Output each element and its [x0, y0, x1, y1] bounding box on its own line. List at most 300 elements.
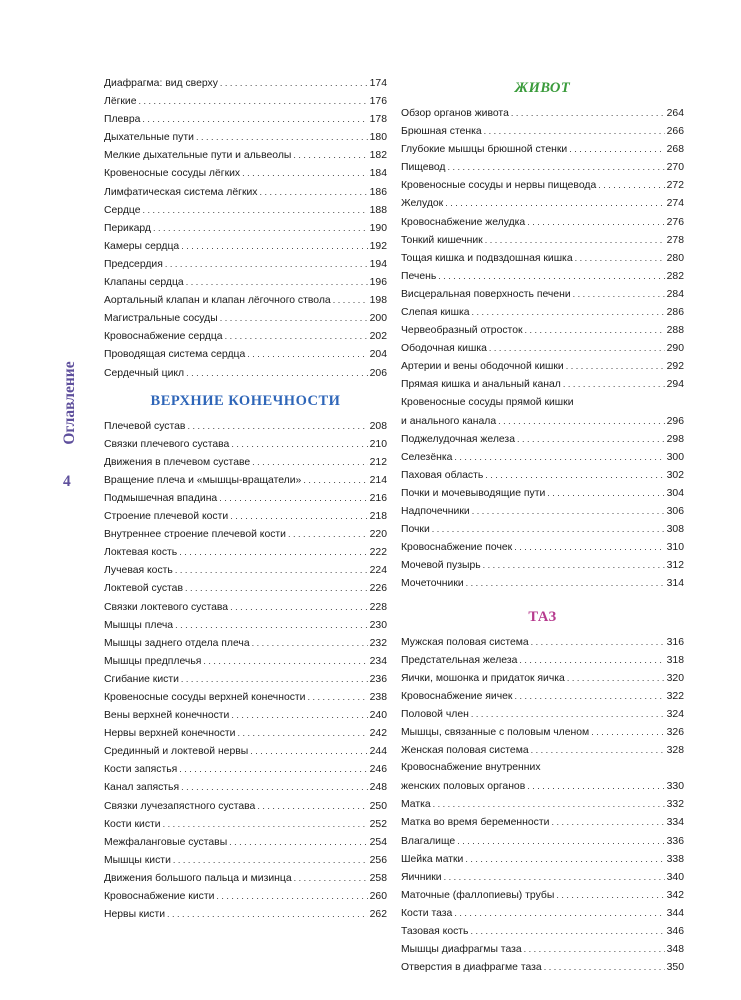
toc-entry: [104, 598, 387, 616]
toc-entry: [104, 237, 387, 255]
toc-entry: [401, 176, 684, 194]
toc-entry-page: 232: [369, 637, 387, 649]
toc-entry-page: 190: [369, 222, 387, 234]
toc-entry: [104, 183, 387, 201]
dot-leader: [527, 777, 664, 795]
toc-entry-title: и анального канала: [401, 415, 497, 427]
toc-entry: [401, 574, 684, 592]
dot-leader: [185, 579, 368, 597]
toc-entry-title: Ободочная кишка: [401, 343, 487, 355]
toc-entry: [401, 375, 684, 393]
toc-entry: [104, 688, 387, 706]
dot-leader: [175, 616, 368, 634]
toc-entry: [401, 556, 684, 574]
toc-entry: [401, 122, 684, 140]
toc-entry-title: Висцеральная поверхность печени: [401, 288, 571, 300]
toc-entry-title: Канал запястья: [104, 782, 180, 794]
dot-leader: [293, 146, 367, 164]
toc-entry-title: Кровоснабжение желудка: [401, 216, 526, 228]
toc-entry-page: 302: [666, 469, 684, 481]
dot-leader: [454, 904, 664, 922]
toc-entry: [104, 543, 387, 561]
toc-entry: [104, 706, 387, 724]
toc-entry: [104, 833, 387, 851]
toc-entry-title: Мочевой пузырь: [401, 560, 481, 572]
dot-leader: [252, 453, 368, 471]
toc-entry: [401, 868, 684, 886]
dot-leader: [457, 832, 664, 850]
toc-entry-title: Нервы верхней конечности: [104, 728, 236, 740]
dot-leader: [471, 705, 665, 723]
dot-leader: [165, 255, 368, 273]
toc-entry-title: Аортальный клапан и клапан лёгочного ствола: [104, 295, 331, 307]
toc-entry-page: 260: [369, 891, 387, 903]
toc-entry-title: Строение плечевой кости: [104, 511, 229, 523]
toc-entry-title: Кровоснабжение кисти: [104, 891, 215, 903]
toc-entry-title: Тазовая кость: [401, 926, 469, 938]
toc-entry-page: 216: [369, 492, 387, 504]
toc-entry: [401, 813, 684, 831]
toc-entry-page: 274: [666, 198, 684, 210]
toc-entry: [104, 489, 387, 507]
dot-leader: [163, 815, 368, 833]
toc-entry-title: Брюшная стенка: [401, 126, 482, 138]
toc-entry-page: 180: [369, 132, 387, 144]
dot-leader: [196, 128, 368, 146]
dot-leader: [514, 538, 664, 556]
toc-entry-title: Сгибание кисти: [104, 673, 179, 685]
dot-leader: [485, 466, 664, 484]
dot-leader: [179, 543, 367, 561]
toc-entry-title: Матка во время беременности: [401, 817, 550, 829]
dot-leader: [519, 651, 664, 669]
toc-entry-page: 212: [369, 456, 387, 468]
dot-leader: [448, 158, 665, 176]
toc-entry-page: 288: [666, 325, 684, 337]
toc-entry-title: Дыхательные пути: [104, 132, 194, 144]
toc-entry: [104, 273, 387, 291]
toc-entry: [401, 502, 684, 520]
dot-leader: [531, 741, 665, 759]
toc-entry-title: Предсердия: [104, 258, 163, 270]
toc-entry-page: 292: [666, 361, 684, 373]
toc-entry-title: Подмышечная впадина: [104, 492, 218, 504]
toc-entry-title: Яичники: [401, 871, 442, 883]
toc-entry-title: Сердечный цикл: [104, 367, 185, 379]
toc-entry-page: 318: [666, 654, 684, 666]
toc-entry-page: 314: [666, 578, 684, 590]
dot-leader: [489, 339, 665, 357]
toc-entry-title: Мышцы кисти: [104, 854, 171, 866]
toc-entry: [401, 213, 684, 231]
toc-entry: [401, 394, 684, 412]
dot-leader: [257, 797, 367, 815]
toc-entry: [104, 887, 387, 905]
dot-leader: [454, 448, 664, 466]
toc-entry: [401, 922, 684, 940]
toc-entry-page: 188: [369, 204, 387, 216]
toc-entry-title: Яички, мошонка и придаток яичка: [401, 672, 565, 684]
toc-entry: [401, 687, 684, 705]
toc-entry-page: 308: [666, 524, 684, 536]
toc-entry: [104, 219, 387, 237]
toc-entry-page: 338: [666, 853, 684, 865]
toc-entry: [401, 484, 684, 502]
dot-leader: [472, 502, 665, 520]
dot-leader: [181, 778, 368, 796]
toc-entry: [401, 705, 684, 723]
toc-entry-title: Мышцы заднего отдела плеча: [104, 637, 250, 649]
toc-entry: [401, 194, 684, 212]
dot-leader: [303, 471, 367, 489]
toc-entry: [401, 886, 684, 904]
dot-leader: [179, 760, 367, 778]
dot-leader: [167, 905, 368, 923]
toc-entry: [401, 958, 684, 976]
dot-leader: [231, 435, 367, 453]
dot-leader: [181, 237, 367, 255]
dot-leader: [498, 412, 665, 430]
toc-entry-title: Срединный и локтевой нервы: [104, 746, 249, 758]
dot-leader: [438, 267, 664, 285]
toc-entry: [401, 466, 684, 484]
toc-entry: [104, 760, 387, 778]
dot-leader: [225, 327, 368, 345]
toc-entry-title: Вены верхней конечности: [104, 710, 230, 722]
toc-entry: [104, 815, 387, 833]
toc-entry-title: Мышцы, связанные с половым членом: [401, 727, 590, 738]
toc-entry: [401, 904, 684, 922]
toc-entry: [104, 616, 387, 634]
dot-leader: [242, 164, 368, 182]
dot-leader: [229, 833, 367, 851]
toc-entry: [104, 327, 387, 345]
toc-entry: [104, 561, 387, 579]
toc-entry: [401, 412, 684, 430]
toc-group-upper-limbs: [104, 417, 387, 924]
toc-entry-title: Мышцы плеча: [104, 619, 174, 631]
side-label-text: Оглавление: [61, 360, 78, 445]
toc-entry: [104, 579, 387, 597]
toc-entry: [401, 669, 684, 687]
dot-leader: [433, 795, 665, 813]
dot-leader: [472, 303, 665, 321]
toc-entry: [104, 92, 387, 110]
toc-entry-title: Почки и мочевыводящие пути: [401, 487, 546, 499]
toc-entry-page: 186: [369, 186, 387, 198]
toc-entry-page: 344: [666, 907, 684, 919]
toc-entry-title: Лучевая кость: [104, 565, 173, 577]
toc-entry-page: 192: [369, 240, 387, 252]
toc-entry-title: Мышцы диафрагмы таза: [401, 944, 522, 956]
toc-entry-page: 264: [666, 108, 684, 119]
toc-entry: [401, 339, 684, 357]
dot-leader: [483, 556, 665, 574]
toc-entry: [104, 869, 387, 887]
toc-entry-page: 236: [369, 673, 387, 685]
toc-entry: [104, 797, 387, 815]
toc-entry-page: 306: [666, 506, 684, 518]
toc-entry-page: 252: [369, 818, 387, 830]
dot-leader: [484, 122, 665, 140]
toc-entry-page: 346: [666, 926, 684, 938]
dot-leader: [547, 484, 664, 502]
toc-entry-title: Связки лучезапястного сустава: [104, 800, 256, 812]
toc-entry-title: Тощая кишка и подвздошная кишка: [401, 252, 573, 264]
toc-entry-page: 272: [666, 180, 684, 192]
dot-leader: [551, 813, 664, 831]
dot-leader: [247, 345, 367, 363]
dot-leader: [567, 669, 665, 687]
toc-entry: [401, 321, 684, 339]
dot-leader: [445, 194, 664, 212]
toc-entry-title: Глубокие мышцы брюшной стенки: [401, 144, 568, 156]
toc-entry: [104, 164, 387, 182]
toc-entry-page: 312: [666, 560, 684, 572]
toc-entry-title: Кости таза: [401, 907, 453, 919]
dot-leader: [575, 249, 665, 267]
toc-left-column: [104, 74, 387, 923]
toc-entry-title: Мочеточники: [401, 578, 464, 590]
toc-entry: [104, 110, 387, 128]
dot-leader: [563, 375, 665, 393]
toc-entry-title: Селезёнка: [401, 451, 453, 463]
dot-leader: [333, 291, 368, 309]
toc-entry-page: 254: [369, 836, 387, 848]
dot-leader: [231, 706, 367, 724]
toc-entry-title: Межфаланговые суставы: [104, 836, 228, 848]
toc-entry: [401, 723, 684, 741]
toc-entry-page: 222: [369, 547, 387, 559]
dot-leader: [260, 183, 368, 201]
toc-entry-page: 238: [369, 692, 387, 703]
toc-entry-page: 320: [666, 672, 684, 684]
dot-leader: [220, 74, 368, 92]
toc-entry: [401, 249, 684, 267]
toc-entry-title: Кровоснабжение яичек: [401, 690, 513, 702]
toc-entry-title: Половой член: [401, 708, 469, 720]
toc-entry-page: 270: [666, 162, 684, 174]
toc-entry-page: 304: [666, 487, 684, 499]
toc-entry-title: Внутреннее строение плечевой кости: [104, 529, 286, 541]
dot-leader: [175, 561, 368, 579]
dot-leader: [470, 922, 664, 940]
toc-entry: [104, 742, 387, 760]
toc-entry-title: Кровоснабжение внутренних: [401, 762, 541, 774]
dot-leader: [230, 598, 368, 616]
toc-entry-title: Пищевод: [401, 162, 446, 174]
dot-leader: [531, 633, 665, 651]
toc-entry-page: 198: [369, 295, 387, 307]
toc-entry-page: 266: [666, 126, 684, 138]
toc-entry-page: 230: [369, 619, 387, 631]
toc-entry-page: 300: [666, 451, 684, 463]
toc-entry-title: Локтевой сустав: [104, 583, 183, 595]
toc-entry-page: 342: [666, 889, 684, 901]
toc-entry-page: 228: [369, 601, 387, 613]
toc-entry-title: Артерии и вены ободочной кишки: [401, 361, 564, 373]
toc-entry-title: Паховая область: [401, 469, 484, 481]
toc-entry-title: Перикард: [104, 222, 151, 234]
toc-entry-page: 326: [666, 727, 684, 738]
toc-entry-page: 316: [666, 636, 684, 648]
toc-entry: [104, 634, 387, 652]
dot-leader: [485, 231, 665, 249]
toc-entry-page: 200: [369, 313, 387, 325]
toc-entry: [401, 777, 684, 795]
toc-entry-page: 248: [369, 782, 387, 794]
toc-entry: [401, 940, 684, 958]
dot-leader: [517, 430, 665, 448]
toc-group-abdomen: [401, 104, 684, 593]
toc-entry-title: Прямая кишка и анальный канал: [401, 379, 561, 391]
section-heading-abdomen: ЖИВОТ: [514, 80, 571, 96]
toc-entry-page: 246: [369, 764, 387, 776]
toc-entry-title: Связки плечевого сустава: [104, 438, 230, 450]
toc-entry-page: 298: [666, 433, 684, 445]
toc-entry-page: 268: [666, 144, 684, 156]
toc-entry-page: 226: [369, 583, 387, 595]
toc-entry-title: Плечевой сустав: [104, 420, 186, 432]
toc-entry: [104, 453, 387, 471]
dot-leader: [511, 104, 665, 122]
toc-entry-title: Кости кисти: [104, 818, 161, 830]
toc-entry-title: Лёгкие: [104, 96, 137, 108]
dot-leader: [465, 850, 664, 868]
toc-entry-page: 310: [666, 542, 684, 554]
toc-entry-title: Желудок: [401, 198, 444, 210]
toc-entry: [104, 364, 387, 382]
toc-entry: [104, 507, 387, 525]
toc-entry-title: Мужская половая система: [401, 636, 529, 648]
dot-leader: [139, 92, 368, 110]
toc-entry-page: 206: [369, 367, 387, 379]
dot-leader: [514, 687, 664, 705]
dot-leader: [173, 851, 368, 869]
toc-entry-page: 178: [369, 114, 387, 126]
dot-leader: [143, 201, 368, 219]
toc-entry: [104, 291, 387, 309]
toc-entry: [401, 104, 684, 122]
toc-entry-page: 214: [369, 474, 387, 486]
page-number: 4: [63, 473, 71, 490]
dot-leader: [252, 634, 368, 652]
toc-entry-page: 350: [666, 962, 684, 974]
toc-entry-title: Проводящая система сердца: [104, 349, 246, 361]
dot-leader: [186, 364, 368, 382]
toc-entry-page: 218: [369, 511, 387, 523]
toc-entry-page: 328: [666, 745, 684, 757]
dot-leader: [216, 887, 367, 905]
section-heading-pelvis: ТАЗ: [528, 608, 557, 625]
toc-entry-title: Шейка матки: [401, 853, 464, 865]
section-heading-upper-limbs: ВЕРХНИЕ КОНЕЧНОСТИ: [150, 392, 341, 409]
toc-entry: [104, 724, 387, 742]
toc-entry-title: Кровоснабжение почек: [401, 542, 513, 554]
toc-entry: [104, 309, 387, 327]
toc-entry: [401, 741, 684, 759]
dot-leader: [142, 110, 367, 128]
toc-entry: [401, 231, 684, 249]
toc-entry-page: 324: [666, 708, 684, 720]
toc-entry-page: 330: [666, 781, 684, 793]
toc-entry-title: Влагалище: [401, 835, 456, 847]
toc-entry: [401, 520, 684, 538]
toc-entry-title: Кровеносные сосуды прямой кишки: [401, 396, 574, 408]
toc-entry-title: Связки локтевого сустава: [104, 601, 229, 613]
toc-entry-page: 176: [369, 96, 387, 108]
toc-entry-page: 286: [666, 307, 684, 319]
dot-leader: [288, 525, 368, 543]
toc-entry-title: Сердце: [104, 204, 141, 216]
toc-entry: [401, 267, 684, 285]
toc-entry-title: Вращение плеча и «мышцы-вращатели»: [104, 474, 302, 486]
toc-entry-page: 322: [666, 690, 684, 702]
toc-entry-page: 208: [369, 420, 387, 432]
dot-leader: [203, 652, 367, 670]
toc-entry-page: 204: [369, 349, 387, 361]
toc-entry: [401, 832, 684, 850]
toc-entry-page: 294: [666, 379, 684, 391]
dot-leader: [294, 869, 368, 887]
toc-entry-title: Нервы кисти: [104, 909, 166, 921]
toc-entry: [401, 759, 684, 777]
toc-entry-page: 244: [369, 746, 387, 758]
toc-entry-title: Тонкий кишечник: [401, 234, 483, 246]
toc-entry: [401, 430, 684, 448]
toc-group-pelvis: [401, 633, 684, 977]
dot-leader: [524, 940, 665, 958]
toc-entry-title: Надпочечники: [401, 506, 470, 518]
toc-entry: [401, 850, 684, 868]
toc-entry: [401, 538, 684, 556]
toc-entry: [104, 778, 387, 796]
dot-leader: [186, 273, 368, 291]
toc-entry-title: Кровеносные сосуды и нервы пищевода: [401, 180, 597, 192]
toc-entry-title: Плевра: [104, 114, 141, 126]
dot-leader: [181, 670, 368, 688]
dot-leader: [566, 357, 665, 375]
toc-entry-page: 250: [369, 800, 387, 812]
toc-entry-title: Печень: [401, 270, 437, 282]
toc-entry-page: 182: [369, 150, 387, 162]
toc-entry: [401, 651, 684, 669]
toc-entry: [104, 652, 387, 670]
toc-entry-title: Магистральные сосуды: [104, 313, 218, 325]
dot-leader: [544, 958, 665, 976]
toc-entry-title: Клапаны сердца: [104, 277, 184, 289]
toc-entry-title: Диафрагма: вид сверху: [104, 78, 218, 89]
toc-entry: [401, 795, 684, 813]
toc-entry-page: 280: [666, 252, 684, 264]
toc-entry-title: Мышцы предплечья: [104, 655, 202, 667]
toc-entry-title: Мелкие дыхательные пути и альвеолы: [104, 150, 292, 162]
dot-leader: [153, 219, 368, 237]
toc-entry-title: Лимфатическая система лёгких: [104, 186, 258, 198]
toc-entry: [401, 303, 684, 321]
toc-entry-title: Камеры сердца: [104, 240, 180, 252]
toc-entry-title: Почки: [401, 524, 430, 536]
dot-leader: [219, 489, 367, 507]
dot-leader: [432, 520, 665, 538]
toc-entry-page: 242: [369, 728, 387, 740]
toc-entry-title: Слепая кишка: [401, 307, 470, 319]
toc-entry-page: 210: [369, 438, 387, 450]
dot-leader: [527, 213, 664, 231]
toc-entry-page: 224: [369, 565, 387, 577]
toc-entry-page: 234: [369, 655, 387, 667]
toc-entry: [104, 255, 387, 273]
